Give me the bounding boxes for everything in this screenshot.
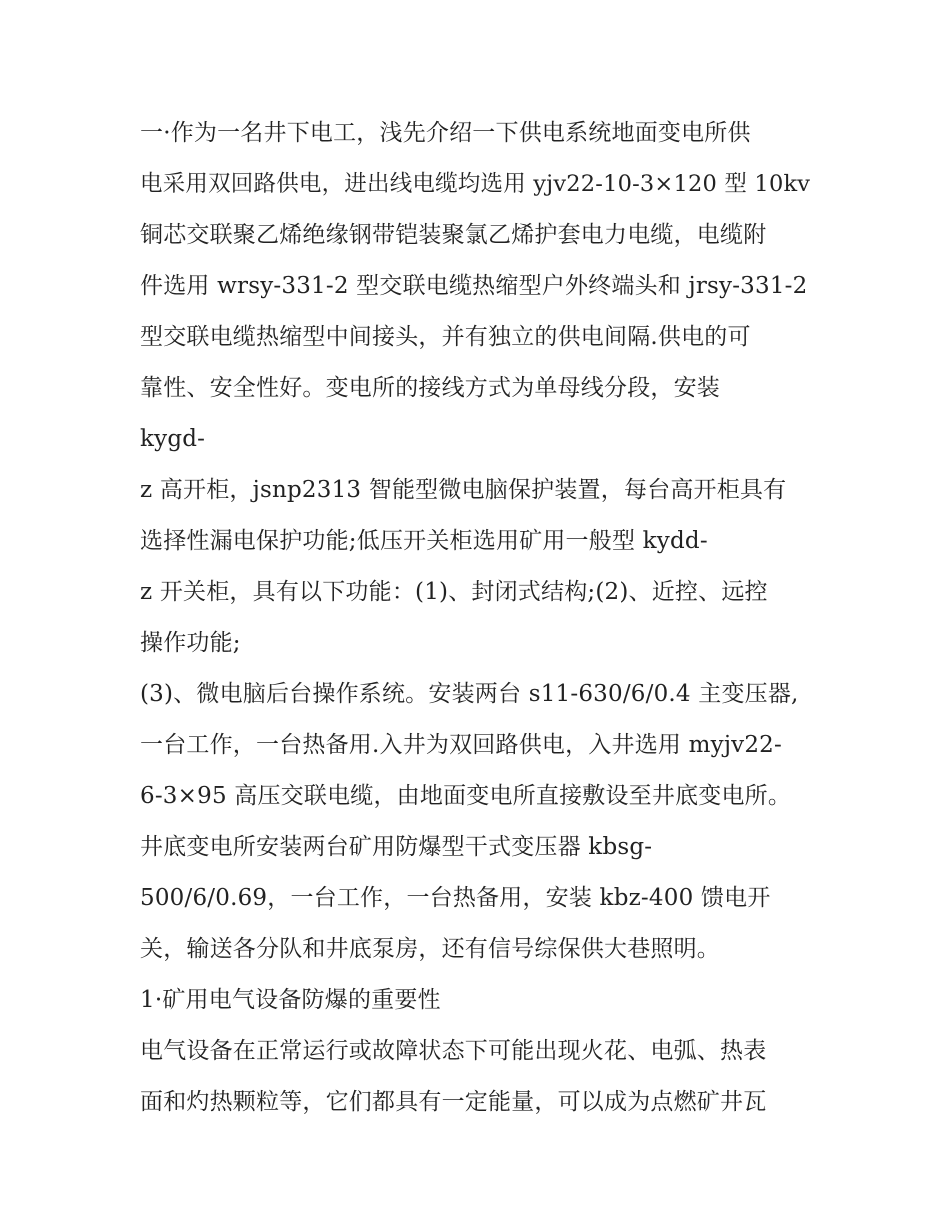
text-line: 操作功能; [140, 630, 241, 656]
text-line: 电采用双回路供电，进出线电缆均选用 yjv22-10-3×120 型 10kv [140, 171, 811, 197]
text-line: (3)、微电脑后台操作系统。安装两台 s11-630/6/0.4 主变压器, [140, 681, 799, 707]
text-line: 关，输送各分队和井底泵房，还有信号综保供大巷照明。 [140, 936, 720, 962]
text-line: z 开关柜，具有以下功能：(1)、封闭式结构;(2)、近控、远控 [140, 579, 768, 605]
text-line: 选择性漏电保护功能;低压开关柜选用矿用一般型 kydd- [140, 528, 708, 554]
text-line: kygd- [140, 426, 206, 452]
section-heading: 1·矿用电气设备防爆的重要性 [140, 987, 441, 1013]
text-line: 一台工作，一台热备用.入井为双回路供电，入井选用 myjv22- [140, 732, 782, 758]
text-line: z 高开柜，jsnp2313 智能型微电脑保护装置，每台高开柜具有 [140, 477, 787, 503]
text-line: 一·作为一名井下电工，浅先介绍一下供电系统地面变电所供 [140, 120, 751, 146]
text-line: 铜芯交联聚乙烯绝缘钢带铠装聚氯乙烯护套电力电缆，电缆附 [140, 222, 767, 248]
text-line: 型交联电缆热缩型中间接头，并有独立的供电间隔.供电的可 [140, 324, 751, 350]
text-line: 靠性、安全性好。变电所的接线方式为单母线分段，安装 [140, 375, 720, 401]
text-line: 6-3×95 高压交联电缆，由地面变电所直接敷设至井底变电所。 [140, 783, 792, 809]
text-line: 500/6/0.69，一台工作，一台热备用，安装 kbz-400 馈电开 [140, 885, 771, 911]
text-line: 井底变电所安装两台矿用防爆型干式变压器 kbsg- [140, 834, 653, 860]
document-body [140, 108, 820, 1128]
text-line: 面和灼热颗粒等，它们都具有一定能量，可以成为点燃矿井瓦 [140, 1089, 767, 1115]
text-line: 件选用 wrsy-331-2 型交联电缆热缩型户外终端头和 jrsy-331-2 [140, 273, 808, 299]
text-line: 电气设备在正常运行或故障状态下可能出现火花、电弧、热表 [140, 1038, 767, 1064]
